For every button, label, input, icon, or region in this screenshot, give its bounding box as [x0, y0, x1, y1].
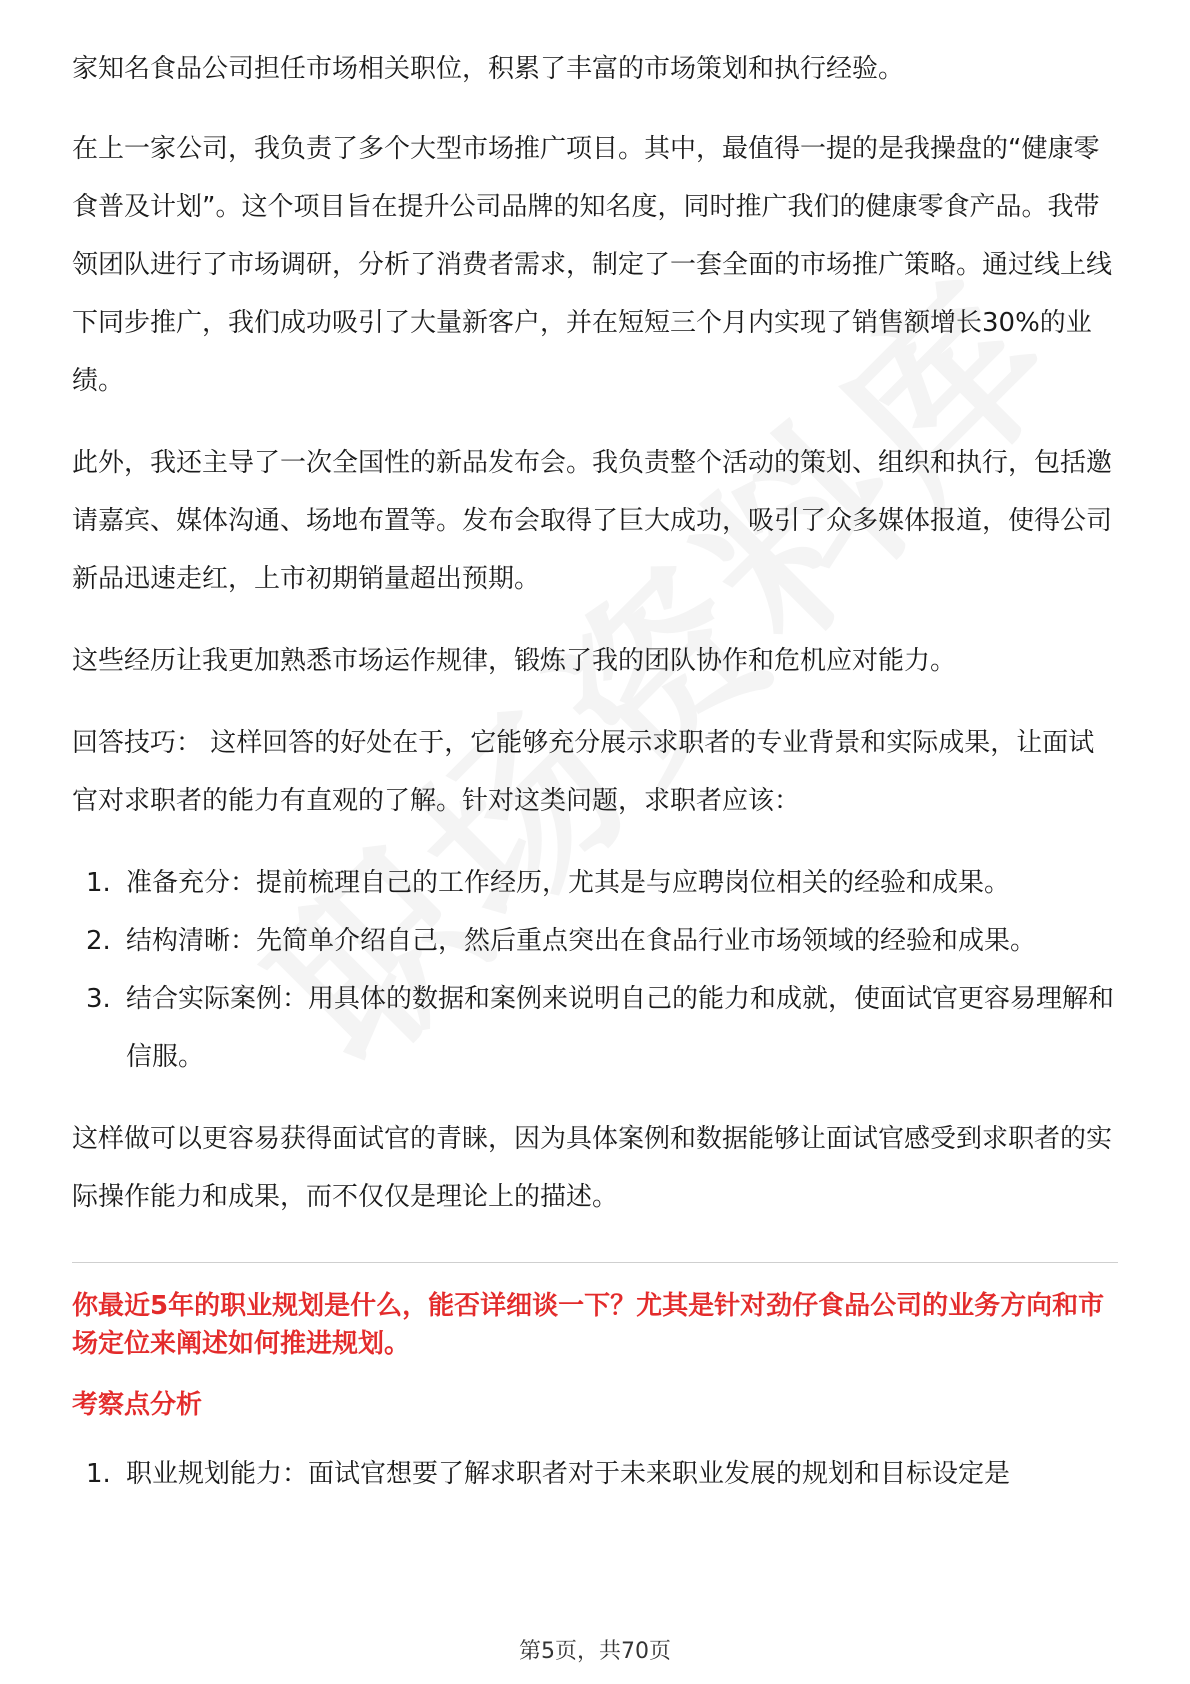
page-footer: 第5页，共70页	[519, 1639, 671, 1664]
tips-list	[72, 854, 1118, 1086]
list-item	[72, 970, 1118, 1086]
document-body	[72, 40, 1118, 1527]
section-title: 考察点分析	[72, 1390, 203, 1420]
paragraph: 此外，我还主导了一次全国性的新品发布会。我负责整个活动的策划、组织和执行，包括邀请嘉宾、媒体沟通、场地布置等。发布会取得了巨大成功，吸引了众多媒体报道，使得公司新品迅速走红，上市初期销量超出预期。	[72, 448, 1113, 594]
section-divider	[72, 1262, 1118, 1263]
conclusion-paragraph: 这样做可以更容易获得面试官的青睐，因为具体案例和数据能够让面试官感受到求职者的实际操作能力和成果，而不仅仅是理论上的描述。	[72, 1124, 1113, 1212]
list-item	[72, 1445, 1118, 1503]
list-text: 职业规划能力：面试官想要了解求职者对于未来职业发展的规划和目标设定是	[126, 1459, 1011, 1489]
paragraph: 家知名食品公司担任市场相关职位，积累了丰富的市场策划和执行经验。	[72, 54, 905, 84]
list-number: 3.	[86, 984, 111, 1014]
paragraph: 在上一家公司，我负责了多个大型市场推广项目。其中，最值得一提的是我操盘的“健康零食普及计划”。这个项目旨在提升公司品牌的知名度，同时推广我们的健康零食产品。我带领团队进行了市场调研，分析了消费者需求，制定了一套全面的市场推广策略。通过线上线下同步推广，我们成功吸引了大量新客户，并在短短三个月内实现了销售额增长30%的业绩。	[72, 134, 1113, 396]
interview-question: 你最近5年的职业规划是什么，能否详细谈一下？尤其是针对劲仔食品公司的业务方向和市场定位来阐述如何推进规划。	[72, 1291, 1105, 1359]
list-item	[72, 912, 1118, 970]
list-item	[72, 854, 1118, 912]
list-text: 准备充分：提前梳理自己的工作经历，尤其是与应聘岗位相关的经验和成果。	[126, 868, 1011, 898]
answer-tips-paragraph: 回答技巧： 这样回答的好处在于，它能够充分展示求职者的专业背景和实际成果，让面试官对求职者的能力有直观的了解。针对这类问题，求职者应该：	[72, 728, 1095, 816]
list-text: 结构清晰：先简单介绍自己，然后重点突出在食品行业市场领域的经验和成果。	[126, 926, 1037, 956]
list-number: 1.	[86, 868, 111, 898]
analysis-list	[72, 1445, 1118, 1503]
list-text: 结合实际案例：用具体的数据和案例来说明自己的能力和成就，使面试官更容易理解和信服。	[126, 984, 1115, 1072]
paragraph: 这些经历让我更加熟悉市场运作规律，锻炼了我的团队协作和危机应对能力。	[72, 646, 957, 676]
list-number: 1.	[86, 1459, 111, 1489]
list-number: 2.	[86, 926, 111, 956]
